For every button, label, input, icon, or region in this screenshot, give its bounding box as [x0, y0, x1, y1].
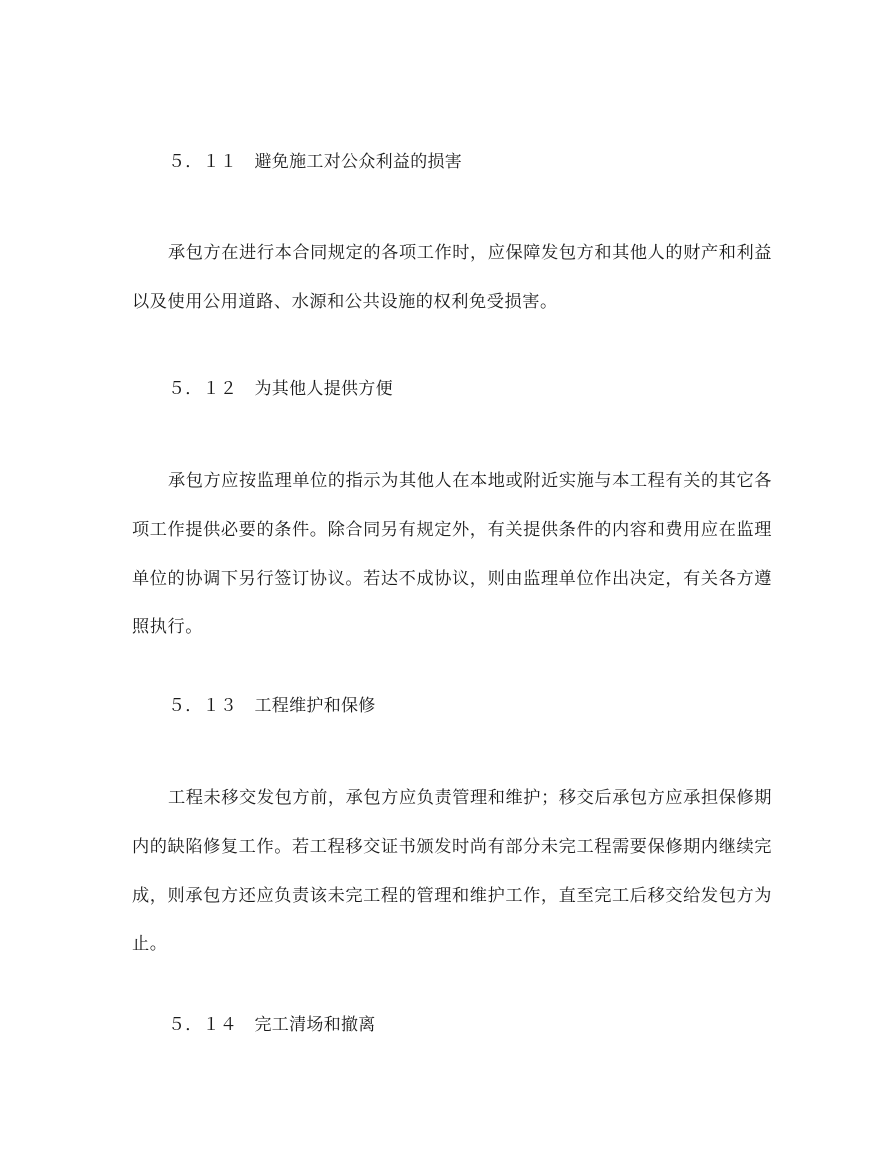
section-heading-5-11: ５．１１ 避免施工对公众利益的损害: [168, 152, 463, 172]
section-paragraph-5-12: 承包方应按监理单位的指示为其他人在本地或附近实施与本工程有关的其它各项工作提供必要的条件。除合同另有规定外，有关提供条件的内容和费用应在监理单位的协调下另行签订协议。若达不成协议，则由监理单位作出决定，有关各方遵照执行。: [132, 471, 772, 638]
section-heading-5-13: ５．１３ 工程维护和保修: [168, 696, 376, 716]
section-paragraph-5-11: 承包方在进行本合同规定的各项工作时，应保障发包方和其他人的财产和利益以及使用公用道路、水源和公共设施的权利免受损害。: [132, 243, 772, 312]
section-heading-5-14: ５．１４ 完工清场和撤离: [168, 1015, 376, 1035]
section-heading-5-12: ５．１２ 为其他人提供方便: [168, 379, 393, 399]
section-paragraph-5-13: 工程未移交发包方前，承包方应负责管理和维护；移交后承包方应承担保修期内的缺陷修复工作。若工程移交证书颁发时尚有部分未完工程需要保修期内继续完成，则承包方还应负责该未完工程的管理和维护工作，直至完工后移交给发包方为止。: [132, 788, 772, 955]
